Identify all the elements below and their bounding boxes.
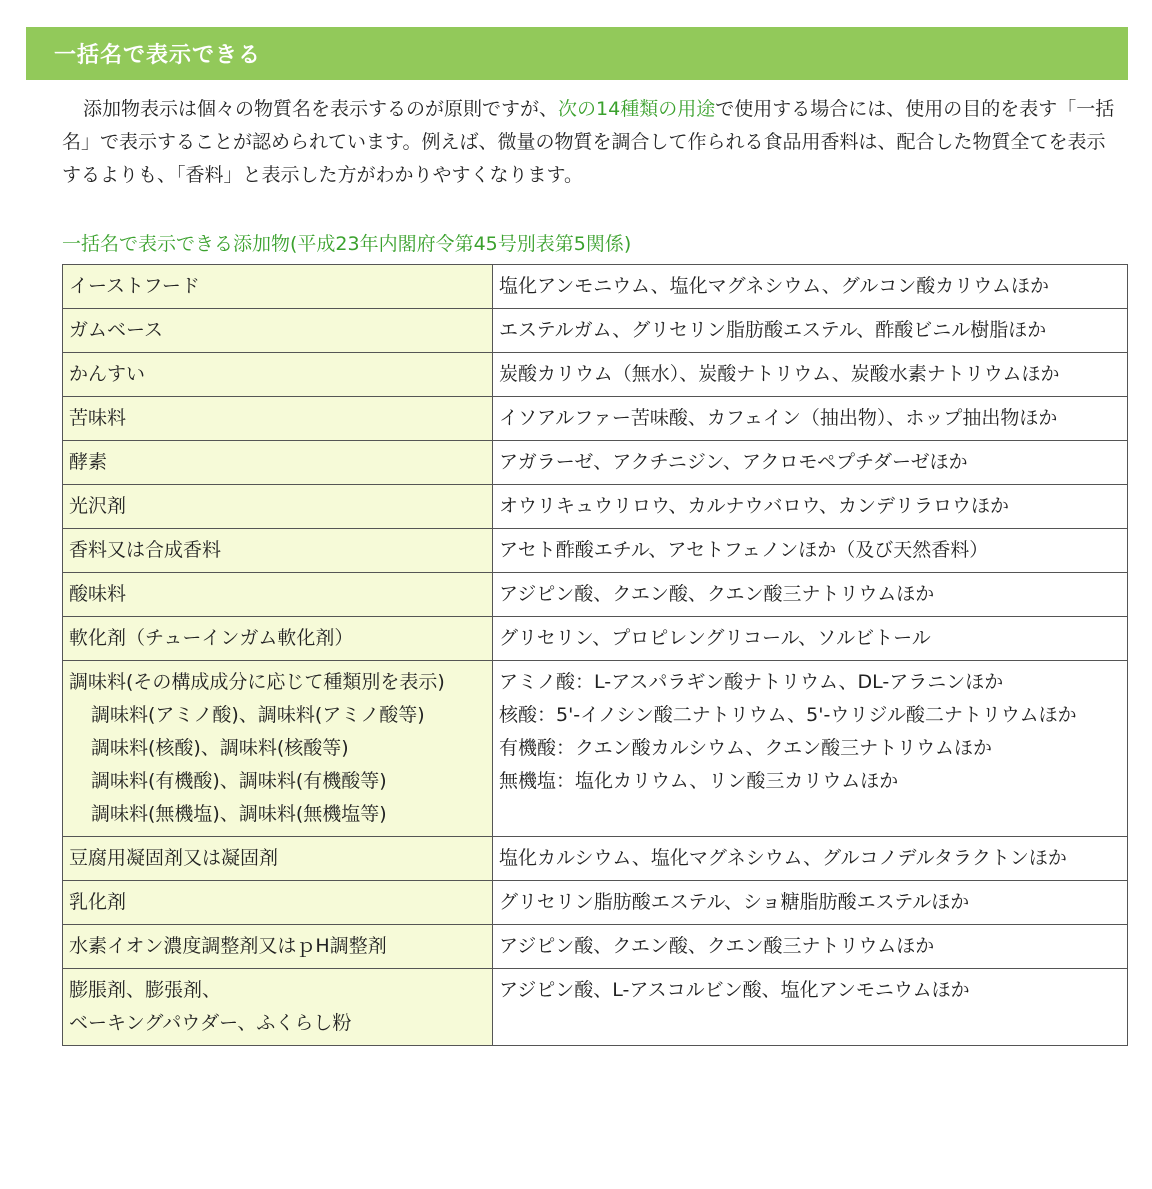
example-substances-cell: [493, 353, 1128, 397]
example-substances: 有機酸：クエン酸カルシウム、クエン酸三ナトリウムほか: [499, 737, 992, 759]
category-subname: 調味料(核酸)、調味料(核酸等): [91, 737, 349, 759]
example-substances: アガラーゼ、アクチニジン、アクロモペプチダーゼほか: [499, 451, 968, 473]
table-row: [63, 881, 1128, 925]
category-name: ベーキングパウダー、ふくらし粉: [69, 1012, 352, 1034]
category-name: 香料又は合成香料: [69, 539, 222, 561]
category-name: ガムベース: [69, 319, 164, 341]
additive-category-cell: [63, 309, 493, 353]
example-substances-cell: [493, 925, 1128, 969]
table-row: [63, 309, 1128, 353]
additive-category-cell: [63, 485, 493, 529]
example-substances: アミノ酸：L-アスパラギン酸ナトリウム、DL-アラニンほか: [499, 671, 1004, 693]
table-row: [63, 441, 1128, 485]
additive-category-cell: [63, 925, 493, 969]
example-substances: 塩化カルシウム、塩化マグネシウム、グルコノデルタラクトンほか: [499, 847, 1067, 869]
category-name: 膨脹剤、膨張剤、: [69, 979, 222, 1001]
example-substances: アジピン酸、クエン酸、クエン酸三ナトリウムほか: [499, 583, 935, 605]
category-subname: 調味料(無機塩)、調味料(無機塩等): [91, 803, 387, 825]
example-substances-cell: [493, 529, 1128, 573]
intro-text-before: 添加物表示は個々の物質名を表示するのが原則ですが、: [83, 98, 559, 120]
table-row: [63, 573, 1128, 617]
category-name: かんすい: [69, 363, 146, 385]
example-substances: 核酸：5'-イノシン酸二ナトリウム、5'-ウリジル酸二ナトリウムほか: [499, 704, 1077, 726]
table-row: [63, 485, 1128, 529]
example-substances-cell: [493, 617, 1128, 661]
category-name: 乳化剤: [69, 891, 127, 913]
intro-text-after: で使用する場合には、使用の目的を表す「一括名」で表示することが認められています。例えば、微量の物質を調合して作られる食品用香料は、配合した物質全てを表示するよりも、「香料」と表示した方がわかりやすくなります。: [62, 98, 1115, 186]
table-row: [63, 617, 1128, 661]
example-substances: エステルガム、グリセリン脂肪酸エステル、酢酸ビニル樹脂ほか: [499, 319, 1047, 341]
additive-category-cell: [63, 529, 493, 573]
table-row: [63, 837, 1128, 881]
table-row: [63, 661, 1128, 837]
example-substances-cell: [493, 397, 1128, 441]
example-substances-cell: [493, 309, 1128, 353]
example-substances: グリセリン脂肪酸エステル、ショ糖脂肪酸エステルほか: [499, 891, 970, 913]
table-row: [63, 969, 1128, 1046]
additive-category-cell: [63, 617, 493, 661]
example-substances-cell: [493, 441, 1128, 485]
table-row: [63, 529, 1128, 573]
table-row: [63, 265, 1128, 309]
section-title: 一括名で表示できる: [54, 43, 262, 68]
example-substances: イソアルファー苦味酸、カフェイン（抽出物）、ホップ抽出物ほか: [499, 407, 1058, 429]
intro-highlight: 次の14種類の用途: [558, 98, 716, 120]
example-substances-cell: [493, 485, 1128, 529]
table-row: [63, 925, 1128, 969]
example-substances-cell: [493, 573, 1128, 617]
category-name: 水素イオン濃度調整剤又はｐH調整剤: [69, 935, 387, 957]
example-substances: オウリキュウリロウ、カルナウバロウ、カンデリラロウほか: [499, 495, 1009, 517]
additive-category-cell: [63, 573, 493, 617]
example-substances: グリセリン、プロピレングリコール、ソルビトール: [499, 627, 931, 649]
additive-category-cell: [63, 661, 493, 837]
category-name: 酵素: [69, 451, 108, 473]
category-subname: 調味料(有機酸)、調味料(有機酸等): [91, 770, 387, 792]
section-header: [26, 27, 1128, 80]
additive-category-cell: [63, 265, 493, 309]
category-name: 豆腐用凝固剤又は凝固剤: [69, 847, 279, 869]
example-substances-cell: [493, 881, 1128, 925]
additive-category-cell: [63, 353, 493, 397]
example-substances-cell: [493, 265, 1128, 309]
category-name: イーストフード: [69, 275, 200, 297]
example-substances: 炭酸カリウム（無水）、炭酸ナトリウム、炭酸水素ナトリウムほか: [499, 363, 1060, 385]
example-substances-cell: [493, 661, 1128, 837]
table-row: [63, 353, 1128, 397]
example-substances: アセト酢酸エチル、アセトフェノンほか（及び天然香料）: [499, 539, 989, 561]
additives-table-body: [63, 265, 1128, 1046]
category-name: 光沢剤: [69, 495, 127, 517]
additives-table: [62, 264, 1128, 1046]
additive-category-cell: [63, 837, 493, 881]
example-substances: アジピン酸、L-アスコルビン酸、塩化アンモニウムほか: [499, 979, 970, 1001]
category-subname: 調味料(アミノ酸)、調味料(アミノ酸等): [91, 704, 425, 726]
additive-category-cell: [63, 397, 493, 441]
example-substances-cell: [493, 837, 1128, 881]
category-name: 軟化剤（チューインガム軟化剤）: [69, 627, 354, 649]
additive-category-cell: [63, 969, 493, 1046]
category-name: 調味料(その構成成分に応じて種類別を表示): [69, 671, 445, 693]
example-substances: アジピン酸、クエン酸、クエン酸三ナトリウムほか: [499, 935, 935, 957]
example-substances: 塩化アンモニウム、塩化マグネシウム、グルコン酸カリウムほか: [499, 275, 1050, 297]
category-name: 酸味料: [69, 583, 127, 605]
example-substances: 無機塩：塩化カリウム、リン酸三カリウムほか: [499, 770, 899, 792]
additive-category-cell: [63, 881, 493, 925]
additive-category-cell: [63, 441, 493, 485]
example-substances-cell: [493, 969, 1128, 1046]
intro-paragraph: [62, 93, 1122, 192]
category-name: 苦味料: [69, 407, 127, 429]
table-caption: 一括名で表示できる添加物(平成23年内閣府令第45号別表第5関係): [62, 233, 632, 255]
table-row: [63, 397, 1128, 441]
